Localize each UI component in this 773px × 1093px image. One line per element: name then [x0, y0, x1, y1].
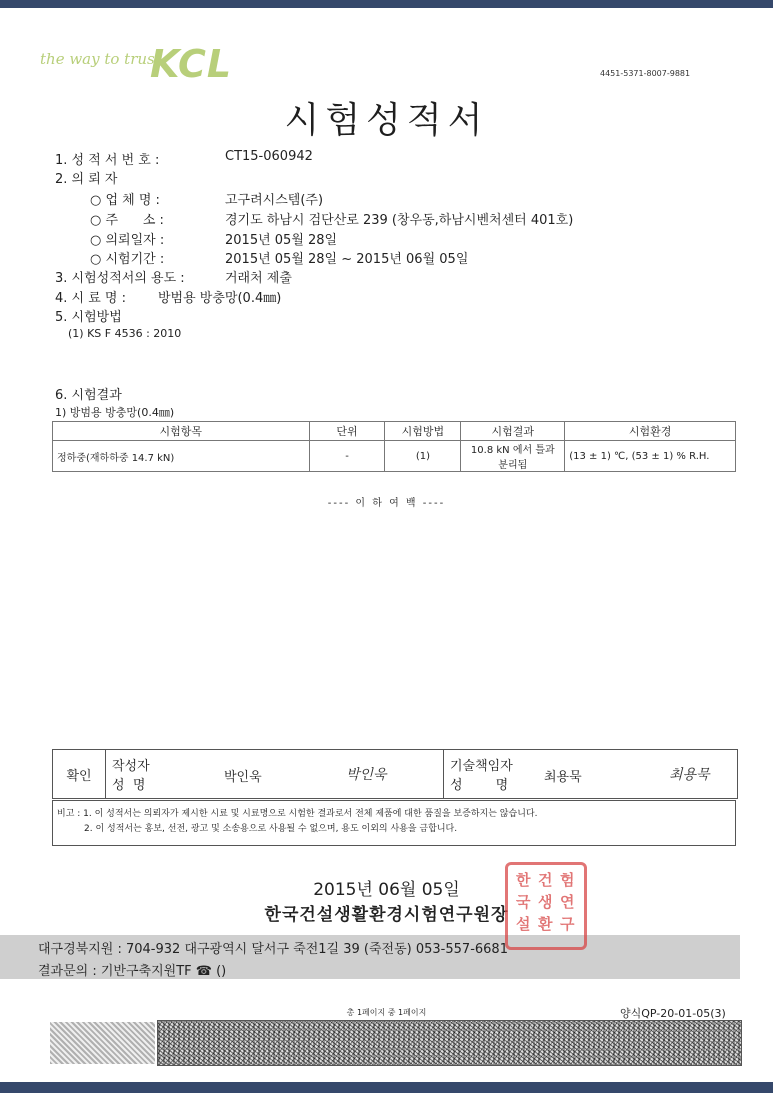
- author-name-label: 성 명: [112, 778, 146, 793]
- results-subheading: 1) 방범용 방충망(0.4㎜): [55, 406, 175, 419]
- method-item: (1) KS F 4536 : 2010: [68, 327, 182, 340]
- author-cell: [106, 750, 444, 799]
- sample-label: 4. 시 료 명 :: [55, 291, 126, 306]
- confirm-label: 확인: [53, 750, 106, 799]
- page-number: 총 1페이지 중 1페이지: [346, 1008, 427, 1017]
- top-border: [0, 0, 773, 8]
- purpose-label: 3. 시험성적서의 용도 :: [55, 271, 185, 286]
- cell-method: (1): [385, 441, 461, 472]
- test-period-label: ○ 시험기간 :: [90, 252, 165, 267]
- page-title: 시험성적서: [284, 100, 489, 141]
- address-value: 경기도 하남시 검단산로 239 (창우동,하남시벤처센터 401호): [225, 213, 574, 228]
- cell-test-item: 정하중(재하하중 14.7 kN): [53, 441, 310, 472]
- end-of-content-mark: ---- 이 하 여 백 ----: [327, 498, 446, 509]
- remarks-prefix: 비고 :: [57, 809, 81, 819]
- tech-signature: 최용묵: [669, 767, 710, 783]
- report-no-value: CT15-060942: [225, 149, 313, 164]
- author-role: 작성자: [112, 759, 150, 774]
- company-label: ○ 업 체 명 :: [90, 193, 160, 208]
- method-heading: 5. 시험방법: [55, 310, 122, 325]
- header-result: 시험결과: [461, 422, 565, 441]
- tech-cell: [444, 750, 738, 799]
- tech-name-label: 성 명: [450, 778, 509, 793]
- header-environment: 시험환경: [565, 422, 736, 441]
- tech-role: 기술책임자: [450, 759, 513, 774]
- report-no-label: 1. 성 적 서 번 호 :: [55, 153, 160, 168]
- results-table: [52, 421, 736, 472]
- header-method: 시험방법: [385, 422, 461, 441]
- hologram-stamp: [50, 1022, 155, 1064]
- results-heading: 6. 시험결과: [55, 388, 122, 403]
- result-line-1: 10.8 kN 에서 틀과: [470, 445, 555, 456]
- author-name: 박인욱: [224, 770, 262, 785]
- logo-tagline: the way to trust: [40, 50, 161, 68]
- inquiry-info: 결과문의 : 기반구축지원TF ☎ (): [38, 964, 227, 979]
- remarks-line-2: 2. 이 성적서는 홍보, 선전, 광고 및 소송용으로 사용될 수 없으며, 용도 이외의 사용을 금합니다.: [84, 824, 458, 834]
- signature-table: [52, 749, 738, 799]
- company-value: 고구려시스템(주): [225, 193, 324, 208]
- purpose-value: 거래처 제출: [225, 271, 292, 286]
- cell-result: [461, 441, 565, 472]
- document-number: 4451-5371-8007-9881: [600, 69, 691, 78]
- test-period-value: 2015년 05월 28일 ~ 2015년 06월 05일: [225, 252, 469, 267]
- remarks-line-1: 비고 : 1. 이 성적서는 의뢰자가 제시한 시료 및 시료명으로 시험한 결과로서 전체 제품에 대한 품질을 보증하지는 않습니다.: [57, 809, 538, 819]
- issue-date: 2015년 06월 05일: [313, 880, 460, 900]
- form-number: 양식QP-20-01-05(3): [620, 1007, 726, 1020]
- security-pattern: [157, 1020, 742, 1066]
- request-date-label: ○ 의뢰일자 :: [90, 233, 165, 248]
- remarks-box: [52, 800, 736, 846]
- issuer-name: 한국건설생활환경시험연구원장: [264, 905, 509, 925]
- header-test-item: 시험항목: [53, 422, 310, 441]
- tech-name: 최용묵: [544, 770, 582, 785]
- author-signature: 박인욱: [346, 767, 387, 783]
- address-label: ○ 주 소 :: [90, 213, 164, 228]
- client-heading: 2. 의 뢰 자: [55, 172, 118, 187]
- cell-unit: -: [309, 441, 385, 472]
- results-header-row: [53, 422, 736, 441]
- kcl-logo: KCL: [150, 42, 233, 86]
- result-line-2: 분리됨: [498, 460, 528, 471]
- branch-info: 대구경북지원 : 704-932 대구광역시 달서구 죽전1길 39 (죽전동) 053-557-6681: [38, 942, 508, 957]
- header-unit: 단위: [309, 422, 385, 441]
- sample-value: 방범용 방충망(0.4㎜): [158, 291, 282, 306]
- cell-environment: (13 ± 1) ℃, (53 ± 1) % R.H.: [565, 441, 736, 472]
- table-row: [53, 441, 736, 472]
- bottom-border: [0, 1082, 773, 1093]
- request-date-value: 2015년 05월 28일: [225, 233, 338, 248]
- official-seal: 한 건 험 국 생 연 설 환 구: [505, 862, 587, 950]
